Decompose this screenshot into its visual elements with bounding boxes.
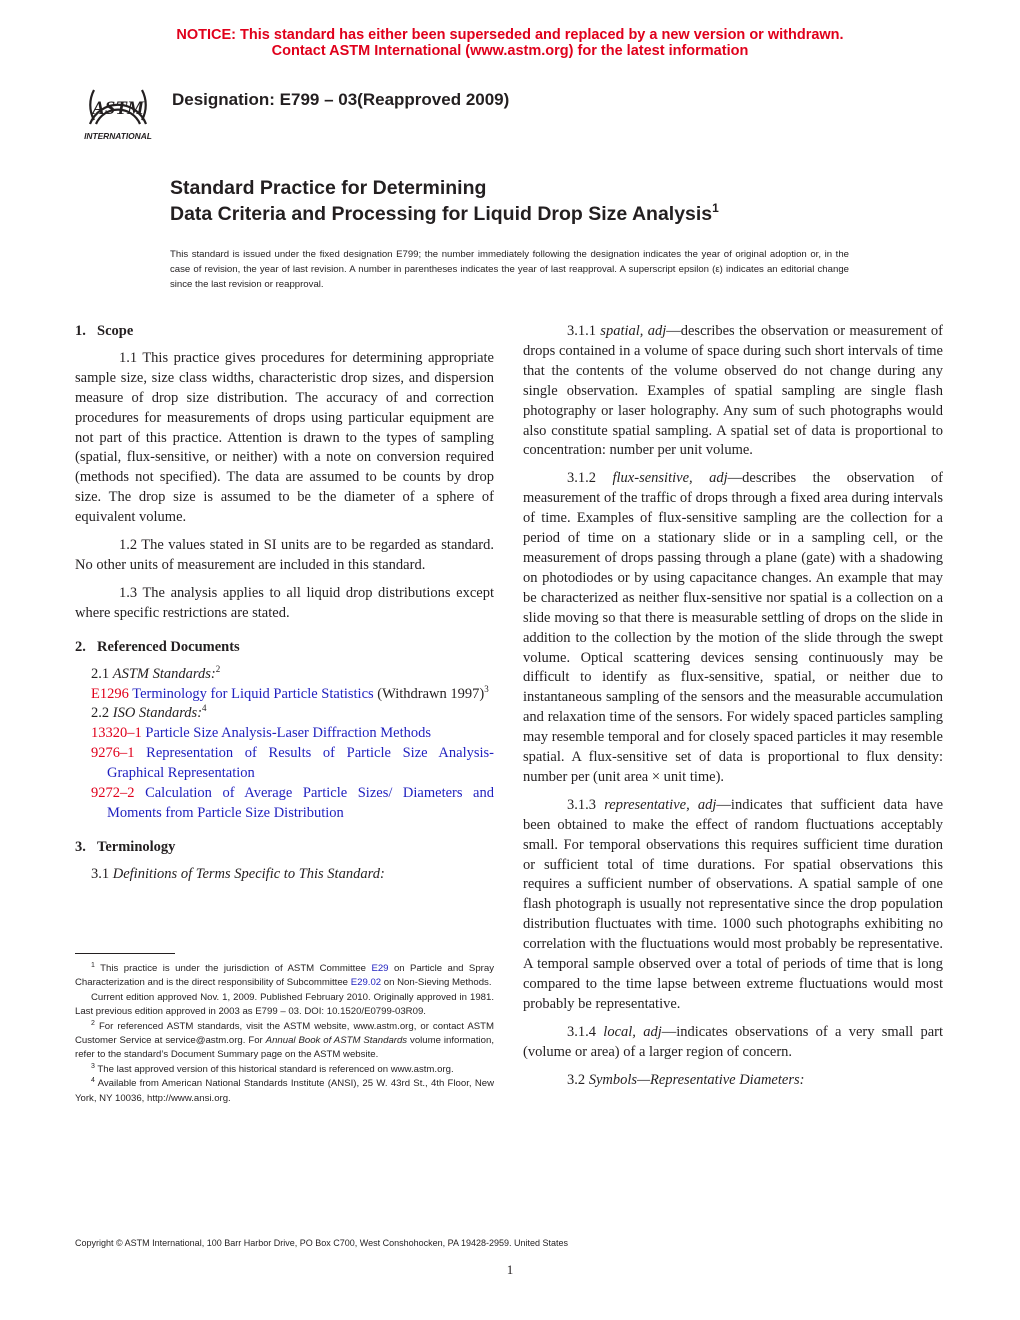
title-line-1: Standard Practice for Determining <box>170 177 487 199</box>
reference-link[interactable]: Particle Size Analysis-Laser Diffraction Methods <box>145 725 432 742</box>
left-column <box>75 322 494 885</box>
reference-code[interactable]: 13320–1 <box>91 725 142 742</box>
footnote-3: $^3$ The last approved version of this historical standard is referenced on www.astm.org. <box>91 1062 454 1075</box>
astm-standards-label: 2.1 ASTM Standards:$^2$ <box>91 663 221 682</box>
page-number: 1 <box>506 1262 514 1277</box>
footnote-divider <box>75 953 175 954</box>
definition-representative: 3.1.3 representative, adj—indicates that sufficient data have been obtained to make the effect of random fluctuations acceptably small. For temporal observations this requires sufficient time duration or sufficient total of time durations. For spatial observations this requires a sufficient number of observations. A spatial sample of one flash photograph is usually not representative since the drop population distribution fluctuates with time. 1000 such photographs exhibiting no correlation with the fluctuations would most probably be representative. A temporal sample observed over a total of periods of time that is long compared to the time lapse between extreme fluctuations would most probably be representative. <box>523 796 943 1012</box>
issue-note: This standard is issued under the fixed designation E799; the number immediately following the designation indicates the year of original adoption or, in the case of revision, the year of last revision. A number in parentheses indicates the year of last reapproval. A superscript epsilon (ε) indicates an editorial change since the last revision or reapproval. <box>170 249 849 290</box>
right-column <box>523 322 943 1099</box>
footnote-2: $^2$ For referenced ASTM standards, visit the ASTM website, www.astm.org, or contact ASTM Customer Service at service@astm.org. For Annual Book of ASTM Standards volume information, refer to the standard’s Document Summary page on the ASTM website. <box>75 1019 495 1061</box>
reference-link[interactable]: Calculation of Average Particle Sizes/ Diameters and Moments from Particle Size Distribution <box>107 785 494 821</box>
title-line-2: Data Criteria and Processing for Liquid Drop Size Analysis <box>170 203 713 225</box>
section-heading-terminology: 3. Terminology <box>75 838 176 855</box>
notice-line-1: NOTICE: This standard has either been superseded and replaced by a new version or withdrawn. <box>176 27 844 43</box>
reference-code[interactable]: E1296 <box>91 685 129 702</box>
footnote-link-e29[interactable]: E29 <box>371 963 389 974</box>
designation: Designation: E799 – 03(Reapproved 2009) <box>172 90 510 109</box>
definition-flux-sensitive: 3.1.2 flux-sensitive, adj—describes the observation of measurement of the traffic of drops through a fixed area during intervals of time. Examples of flux-sensitive sampling are the collection for a period of time on a stationary slide or in a sampling cell, or the measurement of drops passing through a plane (gate) with a shadowing on photodiodes or by using capacitance changes. An example that may be characterized as neither flux-sensitive nor spatial is a collection on a slide moving so that there is measurable settling of drops on the slide in addition to the collection by the motion of the slide through the swept volume. Optical scattering devices sensing continuously may be difficult to identify as flux-sensitive, spatial, or neither due to instantaneous sampling of the sensors and the measurable accumulation and relaxation time of the sensors. For widely spaced particles sampling may resemble temporal and for closely spaced particles it may resemble spatial. A flux-sensitive set of data is proportional to flux density: number per (unit area × unit time). <box>523 470 944 785</box>
footnotes <box>75 962 494 1106</box>
section-heading-scope: 1. Scope <box>75 323 134 339</box>
footnote-1-edition: Current edition approved Nov. 1, 2009. Published February 2010. Originally approved in 1981. Last previous edition approved in 2003 as E799 – 03. DOI: 10.1520/E0799-03R09. <box>75 991 494 1018</box>
definition-spatial: 3.1.1 spatial, adj—describes the observation or measurement of drops contained in a volume of space during such short intervals of time that the contents of the volume observed do not change during any single observation. Examples of spatial sampling are single flash photography or laser holography. Any sum of such photographs would also constitute spatial sampling. A spatial set of data is proportional to concentration: number per unit volume. <box>523 323 943 459</box>
reference-code[interactable]: 9272–2 <box>91 785 135 802</box>
notice-line-2: Contact ASTM International (www.astm.org) for the latest information <box>271 43 749 59</box>
astm-logo <box>76 78 160 144</box>
paragraph-1-3: 1.3 The analysis applies to all liquid drop distributions except where specific restrictions are stated. <box>75 584 494 621</box>
reference-link[interactable]: Terminology for Liquid Particle Statistics <box>132 685 374 702</box>
definition-local: 3.1.4 local, adj—indicates observations of a very small part (volume or area) of a larger region of concern. <box>523 1023 943 1060</box>
iso-standards-label: 2.2 ISO Standards:$^4$ <box>91 703 207 722</box>
document-title <box>170 175 719 227</box>
supersede-notice <box>0 27 1020 59</box>
reference-e1296: E1296 Terminology for Liquid Particle Statistics (Withdrawn 1997)$^3$ <box>91 683 489 702</box>
logo-caption: INTERNATIONAL <box>84 131 152 141</box>
paragraph-1-1: 1.1 This practice gives procedures for determining appropriate sample size, size class widths, characteristic drop sizes, and dispersion measure of drop size distribution. The accuracy of and correction procedures for measurements of drops using particular equipment are not part of this practice. Attention is drawn to the types of sampling (spatial, flux-sensitive, or neither) with a note on conversion required (methods not specified). The data are assumed to be counts by drop size. The drop size is assumed to be the diameter of a sphere of equivalent volume. <box>75 349 494 526</box>
reference-link[interactable]: Representation of Results of Particle Size Analysis-Graphical Representation <box>107 745 495 782</box>
footnote-1: $^1$ This practice is under the jurisdiction of ASTM Committee E29 on Particle and Spray Characterization and is the direct responsibility of Subcommittee E29.02 on Non-Sieving Methods. <box>75 961 494 989</box>
reference-9272-2 <box>75 784 494 824</box>
definitions-label: 3.1 Definitions of Terms Specific to This Standard: <box>91 865 385 882</box>
symbols-label: 3.2 Symbols—Representative Diameters: <box>567 1071 805 1088</box>
section-heading-referenced-documents: 2. Referenced Documents <box>75 638 240 655</box>
footnote-link-e29-02[interactable]: E29.02 <box>350 977 382 989</box>
reference-code[interactable]: 9276–1 <box>91 745 135 762</box>
logo-word: ASTM <box>92 98 144 119</box>
reference-13320-1 <box>75 724 494 744</box>
copyright-line: Copyright © ASTM International, 100 Barr Harbor Drive, PO Box C700, West Conshohocken, PA 19428-2959. United States <box>75 1238 569 1248</box>
title-footnote-mark[interactable]: 1 <box>712 201 719 215</box>
paragraph-1-2: 1.2 The values stated in SI units are to be regarded as standard. No other units of measurement are included in this standard. <box>75 537 494 573</box>
reference-9276-1 <box>75 744 494 784</box>
footnote-4: $^4$ Available from American National Standards Institute (ANSI), 25 W. 43rd St., 4th Floor, New York, NY 10036, http://www.ansi.org. <box>75 1077 495 1104</box>
